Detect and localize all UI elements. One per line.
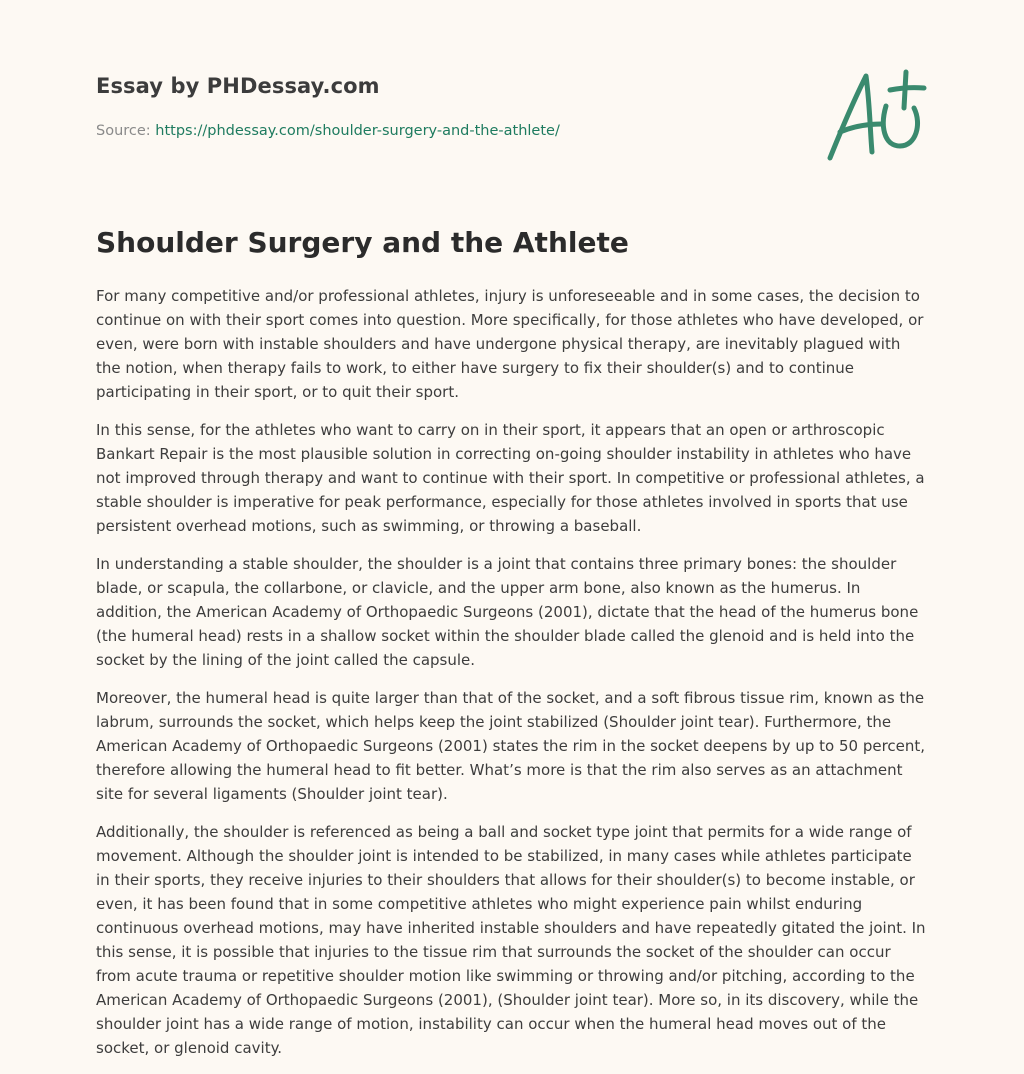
essay-paragraph: In understanding a stable shoulder, the shoulder is a joint that contains three primary bones: the shoulder blade, or scapula, the collarbone, or clavicle, and the upper arm bone, also known as the humerus. In addition, the American Academy of Orthopaedic Surgeons (2001), dictate that the head of the humerus bone (the humeral head) rests in a shallow socket within the shoulder blade called the glenoid and is held into the socket by the lining of the joint called the capsule. — [96, 555, 919, 669]
source-link[interactable]: https://phdessay.com/shoulder-surgery-and-the-athlete/ — [155, 123, 560, 139]
essay-body — [96, 284, 928, 1074]
a-plus-logo-icon — [820, 66, 930, 166]
essay-paragraph: Additionally, the shoulder is referenced as being a ball and socket type joint that permits for a wide range of movement. Although the shoulder joint is intended to be stabilized, in many cases while athletes participate in their sports, they receive injuries to their shoulders that allows for their shoulder(s) to become instable, or even, it has been found that in some competitive athletes who might experience pain whilst enduring continuous overhead motions, may have inherited instable shoulders and have repeatedly gitated the joint. In this sense, it is possible that injuries to the tissue rim that surrounds the socket of the shoulder can occur from acute trauma or repetitive shoulder motion like swimming or throwing and/or pitching, according to the American Academy of Orthopaedic Surgeons (2001), (Shoulder joint tear). More so, in its discovery, while the shoulder joint has a wide range of motion, instability can occur when the humeral head moves out of the socket, or glenoid cavity. — [96, 823, 926, 1057]
essay-paragraph: In this sense, for the athletes who want to carry on in their sport, it appears that an open or arthroscopic Bankart Repair is the most plausible solution in correcting on-going shoulder instability in athletes who have not improved through therapy and want to continue with their sport. In competitive or professional athletes, a stable shoulder is imperative for peak performance, especially for those athletes involved in sports that use persistent overhead motions, such as swimming, or throwing a baseball. — [96, 421, 925, 535]
source-line — [96, 123, 560, 139]
essay-paragraph: For many competitive and/or professional athletes, injury is unforeseeable and in some cases, the decision to continue on with their sport comes into question. More specifically, for those athletes who have developed, or even, were born with instable shoulders and have undergone physical therapy, are inevitably plagued with the notion, when therapy fails to work, to either have surgery to fix their shoulder(s) and to continue participating in their sport, or to quit their sport. — [96, 287, 924, 401]
essay-paragraph: Moreover, the humeral head is quite larger than that of the socket, and a soft fibrous tissue rim, known as the labrum, surrounds the socket, which helps keep the joint stabilized (Shoulder joint tear). Furthermore, the American Academy of Orthopaedic Surgeons (2001) states the rim in the socket deepens by up to 50 percent, therefore allowing the humeral head to fit better. What’s more is that the rim also serves as an attachment site for several ligaments (Shoulder joint tear). — [96, 689, 926, 803]
source-label: Source: — [96, 123, 151, 139]
essay-title: Shoulder Surgery and the Athlete — [96, 226, 629, 259]
site-title: Essay by PHDessay.com — [96, 74, 380, 98]
